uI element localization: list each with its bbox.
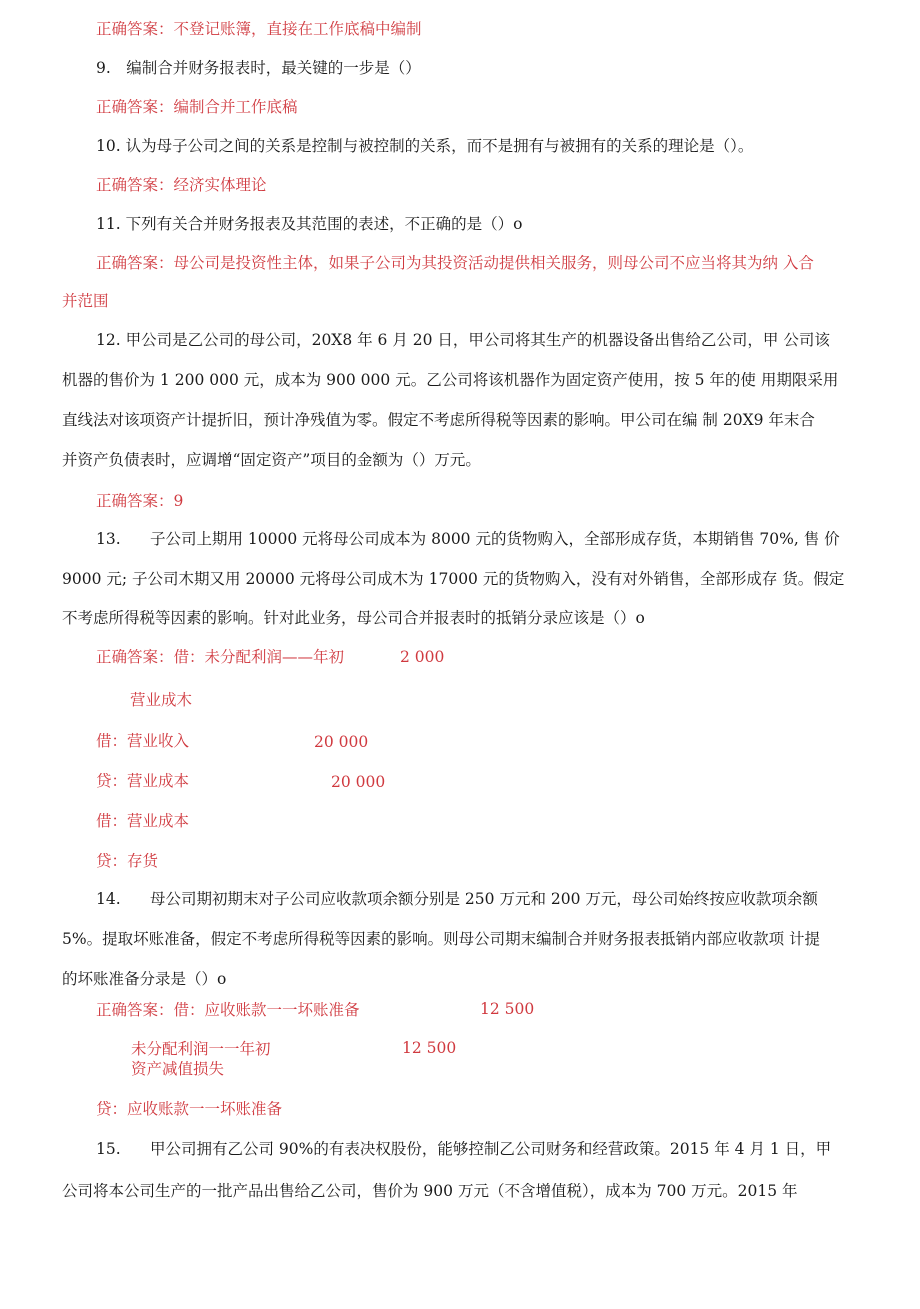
question-14-line-3: 的坏账准备分录是（）o — [62, 970, 227, 988]
question-11: 11. 下列有关合并财务报表及其范围的表述，不正确的是（）o — [96, 215, 523, 233]
answer-13-line-4-amount: 20 000 — [331, 773, 386, 791]
answer-11-line-1: 正确答案：母公司是投资性主体，如果子公司为其投资活动提供相关服务，则母公司不应当将其为纳 入合 — [96, 254, 814, 272]
answer-13-line-1: 正确答案：借：未分配利润——年初 — [96, 648, 345, 666]
answer-13-line-4: 贷：营业成本 — [96, 772, 190, 790]
question-14-line-1: 母公司期初期末对子公司应收款项余额分别是 250 万元和 200 万元，母公司始终按应收款项余额 — [150, 890, 818, 908]
question-12-line-2: 机器的售价为 1 200 000 元，成本为 900 000 元。乙公司将该机器作为固定资产使用，按 5 年的使 用期限采用 — [62, 371, 839, 389]
answer-13-line-3: 借：营业收入 — [96, 732, 190, 750]
answer-13-line-1-amount: 2 000 — [400, 648, 445, 666]
answer-14-line-1-amount: 12 500 — [480, 1000, 535, 1018]
question-14-line-2: 5%。提取坏账准备，假定不考虑所得税等因素的影响。则母公司期末编制合并财务报表抵销内部应收款项 计提 — [62, 930, 821, 948]
question-10: 10. 认为母子公司之间的关系是控制与被控制的关系，而不是拥有与被拥有的关系的理论是（）。 — [96, 137, 754, 155]
question-15-number: 15. — [96, 1140, 121, 1158]
answer-13-line-5: 借：营业成本 — [96, 812, 190, 830]
answer-13-line-2: 营业成木 — [130, 691, 193, 709]
answer-14-line-2-amount: 12 500 — [402, 1039, 457, 1057]
question-12-line-1: 12. 甲公司是乙公司的母公司，20X8 年 6 月 20 日，甲公司将其生产的机器设备出售给乙公司，甲 公司该 — [96, 331, 830, 349]
answer-14-line-3: 资产减值损失 — [131, 1060, 225, 1078]
question-13-line-2: 9000 元; 子公司木期又用 20000 元将母公司成木为 17000 元的货物购入，没有对外销售，全部形成存 货。假定 — [62, 570, 845, 588]
question-14-number: 14. — [96, 890, 121, 908]
answer-13-line-3-amount: 20 000 — [314, 733, 369, 751]
question-13-number: 13. — [96, 530, 121, 548]
question-9: 9. 编制合并财务报表时，最关键的一步是（） — [96, 59, 421, 77]
answer-10: 正确答案：经济实体理论 — [96, 176, 267, 194]
answer-11-line-2: 并范围 — [62, 292, 109, 310]
answer-12: 正确答案：9 — [96, 492, 184, 510]
answer-9: 正确答案：编制合并工作底稿 — [96, 98, 298, 116]
question-13-line-3: 不考虑所得税等因素的影响。针对此业务，母公司合并报表时的抵销分录应该是（）o — [62, 609, 645, 627]
answer-14-line-2: 未分配利润一一年初 — [131, 1040, 271, 1058]
answer-14-line-4: 贷：应收账款一一坏账准备 — [96, 1100, 283, 1118]
question-12-line-3: 直线法对该项资产计提折旧，预计净残值为零。假定不考虑所得税等因素的影响。甲公司在编 制 20X9 年末合 — [62, 411, 815, 429]
question-13-line-1: 子公司上期用 10000 元将母公司成本为 8000 元的货物购入，全部形成存货，本期销售 70%, 售 价 — [150, 530, 840, 548]
question-15-line-1: 甲公司拥有乙公司 90%的有表决权股份，能够控制乙公司财务和经营政策。2015 年 4 月 1 日，甲 — [150, 1140, 832, 1158]
answer-14-line-1: 正确答案：借：应收账款一一坏账准备 — [96, 1001, 360, 1019]
answer-8: 正确答案：不登记账簿，直接在工作底稿中编制 — [96, 20, 422, 38]
question-12-line-4: 并资产负债表时，应调增“固定资产”项目的金额为（）万元。 — [62, 451, 481, 469]
answer-13-line-6: 贷：存货 — [96, 852, 159, 870]
question-15-line-2: 公司将本公司生产的一批产品出售给乙公司，售价为 900 万元（不含增值税），成本为 700 万元。2015 年 — [62, 1182, 798, 1200]
